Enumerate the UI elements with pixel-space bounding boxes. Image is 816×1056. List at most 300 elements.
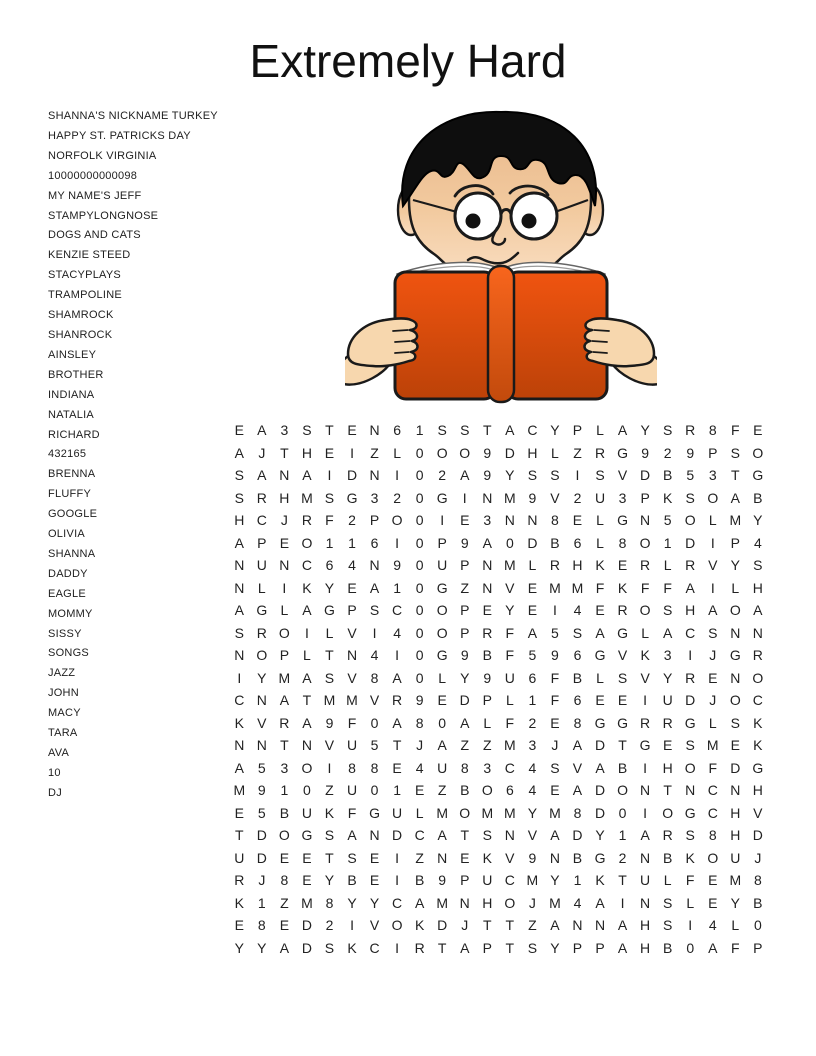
grid-cell: B xyxy=(662,939,673,956)
grid-cell: N xyxy=(234,737,245,754)
word-item: SHAMROCK xyxy=(48,309,114,322)
grid-cell: K xyxy=(662,489,673,506)
grid-cell: 9 xyxy=(325,714,334,731)
grid-cell: M xyxy=(504,804,516,821)
grid-cell: S xyxy=(730,714,740,731)
grid-cell: E xyxy=(617,692,628,709)
grid-cell: 1 xyxy=(393,782,401,799)
left-hand xyxy=(348,319,418,367)
grid-cell: A xyxy=(414,894,425,911)
grid-cell: M xyxy=(301,894,313,911)
grid-cell: C xyxy=(707,804,718,821)
grid-cell: 4 xyxy=(708,917,717,934)
grid-cell: 0 xyxy=(415,669,424,686)
grid-cell: N xyxy=(527,512,538,529)
grid-cell: L xyxy=(663,557,672,574)
grid-cell: E xyxy=(595,602,605,619)
grid-cell: E xyxy=(347,422,357,439)
grid-cell: T xyxy=(325,422,334,439)
grid-cell: I xyxy=(688,647,693,664)
grid-cell: S xyxy=(685,827,695,844)
grid-cell: E xyxy=(572,512,583,529)
grid-cell: P xyxy=(572,939,583,956)
grid-cell: D xyxy=(301,917,312,934)
grid-cell: 6 xyxy=(573,647,582,664)
grid-cell: S xyxy=(550,467,560,484)
word-item: HAPPY ST. PATRICKS DAY xyxy=(48,129,191,142)
grid-cell: 9 xyxy=(460,647,469,664)
grid-cell: J xyxy=(258,872,266,889)
grid-cell: L xyxy=(708,714,717,731)
grid-cell: H xyxy=(685,602,696,619)
grid-cell: R xyxy=(482,624,493,641)
grid-cell: 0 xyxy=(415,602,424,619)
grid-cell: R xyxy=(685,422,696,439)
grid-cell: D xyxy=(594,804,606,821)
grid-cell: V xyxy=(505,849,515,866)
grid-cell: C xyxy=(752,692,763,709)
grid-cell: S xyxy=(234,624,244,641)
grid-cell: L xyxy=(686,894,695,911)
grid-cell: A xyxy=(550,917,560,934)
grid-cell: M xyxy=(549,894,561,911)
grid-cell: 9 xyxy=(415,692,424,709)
grid-cell: E xyxy=(302,872,312,889)
grid-cell: 0 xyxy=(415,512,424,529)
grid-cell: 3 xyxy=(663,647,672,664)
grid-cell: 6 xyxy=(393,422,401,439)
grid-cell: Z xyxy=(483,737,492,754)
grid-cell: P xyxy=(482,939,492,956)
grid-cell: N xyxy=(279,557,290,574)
grid-cell: F xyxy=(505,624,515,641)
grid-cell: B xyxy=(572,669,583,686)
grid-cell: 5 xyxy=(663,512,672,529)
grid-cell: G xyxy=(752,467,764,484)
grid-cell: G xyxy=(346,489,358,506)
grid-cell: L xyxy=(483,714,492,731)
grid-cell: 0 xyxy=(415,444,424,461)
grid-cell: O xyxy=(301,534,313,551)
grid-cell: G xyxy=(617,624,629,641)
grid-cell: A xyxy=(460,714,470,731)
grid-cell: U xyxy=(504,669,515,686)
grid-cell: N xyxy=(369,557,380,574)
grid-cell: N xyxy=(346,647,358,664)
grid-cell: B xyxy=(482,647,492,664)
grid-cell: N xyxy=(482,579,493,596)
grid-cell: V xyxy=(347,669,357,686)
grid-cell: 2 xyxy=(438,467,447,484)
grid-cell: C xyxy=(301,557,312,574)
grid-cell: N xyxy=(234,579,245,596)
grid-cell: E xyxy=(324,444,335,461)
grid-cell: V xyxy=(527,827,538,844)
grid-cell: L xyxy=(438,669,447,686)
grid-cell: E xyxy=(414,782,425,799)
grid-cell: K xyxy=(234,894,244,911)
grid-cell: 6 xyxy=(370,534,379,551)
word-item: STAMPYLONGNOSE xyxy=(48,209,159,222)
right-pupil xyxy=(522,214,537,229)
grid-cell: K xyxy=(595,557,605,574)
grid-cell: H xyxy=(527,444,538,461)
grid-cell: I xyxy=(395,534,400,551)
grid-cell: 0 xyxy=(415,489,424,506)
grid-cell: A xyxy=(234,534,244,551)
grid-cell: S xyxy=(730,444,740,461)
grid-cell: U xyxy=(392,804,403,821)
grid-cell: M xyxy=(706,737,719,754)
grid-cell: H xyxy=(640,917,651,934)
grid-cell: M xyxy=(346,692,358,709)
grid-cell: B xyxy=(550,534,560,551)
left-pupil xyxy=(466,214,481,229)
grid-cell: T xyxy=(618,872,627,889)
grid-cell: G xyxy=(617,714,629,731)
grid-cell: J xyxy=(280,512,288,529)
grid-cell: E xyxy=(730,737,740,754)
grid-cell: T xyxy=(437,939,447,956)
grid-cell: T xyxy=(325,849,334,866)
grid-cell: L xyxy=(596,534,604,551)
word-item: KENZIE STEED xyxy=(48,249,131,262)
grid-cell: F xyxy=(708,759,718,776)
grid-cell: 0 xyxy=(415,467,424,484)
grid-cell: G xyxy=(436,489,448,506)
word-item: DOGS AND CATS xyxy=(48,229,141,242)
grid-cell: A xyxy=(257,467,267,484)
grid-cell: K xyxy=(617,579,628,596)
grid-cell: U xyxy=(730,849,741,866)
word-item: NATALIA xyxy=(48,408,94,421)
grid-cell: A xyxy=(279,939,290,956)
grid-cell: S xyxy=(460,422,470,439)
grid-cell: R xyxy=(414,939,425,956)
grid-cell: F xyxy=(685,872,695,889)
grid-cell: I xyxy=(395,647,400,664)
grid-cell: L xyxy=(415,804,424,821)
grid-cell: F xyxy=(505,647,515,664)
grid-cell: V xyxy=(617,467,628,484)
grid-cell: N xyxy=(256,692,267,709)
grid-cell: M xyxy=(526,872,539,889)
grid-cell: Y xyxy=(505,602,515,619)
grid-cell: I xyxy=(643,692,648,709)
grid-cell: E xyxy=(550,782,560,799)
grid-cell: N xyxy=(301,737,312,754)
grid-cell: L xyxy=(596,422,604,439)
grid-cell: 5 xyxy=(686,467,695,484)
grid-cell: H xyxy=(752,782,763,799)
grid-cell: 5 xyxy=(551,624,559,641)
grid-cell: 5 xyxy=(257,759,266,776)
grid-cell: F xyxy=(550,692,560,709)
grid-cell: V xyxy=(617,647,628,664)
grid-cell: N xyxy=(640,782,651,799)
grid-cell: S xyxy=(234,489,244,506)
word-item: BRENNA xyxy=(48,468,96,481)
grid-cell: S xyxy=(662,917,673,934)
word-item: SHANROCK xyxy=(48,328,113,341)
grid-cell: I xyxy=(552,602,557,619)
grid-cell: C xyxy=(392,602,403,619)
grid-cell: S xyxy=(347,849,357,866)
grid-cell: J xyxy=(709,692,717,709)
grid-cell: Z xyxy=(528,917,537,934)
grid-cell: 8 xyxy=(280,872,289,889)
grid-cell: E xyxy=(708,669,718,686)
grid-cell: H xyxy=(730,827,741,844)
grid-cell: 0 xyxy=(415,557,424,574)
grid-cell: E xyxy=(392,759,402,776)
grid-cell: T xyxy=(483,917,492,934)
grid-cell: 8 xyxy=(257,917,266,934)
grid-cell: E xyxy=(347,579,357,596)
grid-cell: O xyxy=(391,512,403,529)
grid-cell: G xyxy=(256,602,268,619)
grid-cell: V xyxy=(572,759,583,776)
grid-cell: 4 xyxy=(528,759,537,776)
grid-cell: Z xyxy=(325,782,334,799)
grid-cell: U xyxy=(301,804,312,821)
word-item: AINSLEY xyxy=(48,348,97,361)
grid-cell: F xyxy=(663,579,672,596)
grid-cell: 8 xyxy=(415,714,424,731)
grid-cell: L xyxy=(641,624,650,641)
grid-cell: F xyxy=(731,939,740,956)
grid-cell: O xyxy=(707,489,719,506)
grid-cell: U xyxy=(346,737,358,754)
grid-cell: C xyxy=(369,939,380,956)
grid-cell: 3 xyxy=(280,759,289,776)
grid-cell: 3 xyxy=(618,489,627,506)
grid-cell: L xyxy=(505,692,514,709)
grid-cell: H xyxy=(662,759,673,776)
grid-cell: S xyxy=(617,669,628,686)
grid-cell: M xyxy=(481,804,494,821)
word-item: RICHARD xyxy=(48,428,100,441)
grid-cell: F xyxy=(347,804,357,821)
grid-cell: U xyxy=(594,489,606,506)
grid-cell: 4 xyxy=(348,557,356,574)
grid-cell: D xyxy=(459,692,470,709)
grid-cell: I xyxy=(395,467,400,484)
grid-cell: A xyxy=(617,917,628,934)
word-item: MOMMY xyxy=(48,607,93,620)
grid-cell: M xyxy=(549,804,561,821)
grid-cell: 1 xyxy=(618,827,627,844)
grid-cell: 0 xyxy=(415,579,424,596)
grid-cell: P xyxy=(753,939,763,956)
grid-cell: Y xyxy=(527,804,538,821)
grid-cell: U xyxy=(640,872,651,889)
grid-cell: V xyxy=(369,917,380,934)
grid-cell: 8 xyxy=(573,714,582,731)
grid-cell: 0 xyxy=(370,714,379,731)
grid-cell: Y xyxy=(369,894,380,911)
grid-cell: 5 xyxy=(528,647,537,664)
grid-cell: V xyxy=(753,804,763,821)
grid-cell: D xyxy=(256,849,267,866)
grid-cell: G xyxy=(436,647,448,664)
grid-cell: 3 xyxy=(708,467,717,484)
grid-cell: V xyxy=(640,669,650,686)
grid-cell: L xyxy=(596,512,604,529)
grid-cell: Y xyxy=(257,939,267,956)
grid-cell: D xyxy=(752,827,763,844)
grid-cell: V xyxy=(550,489,560,506)
grid-cell: E xyxy=(708,872,718,889)
grid-cell: Y xyxy=(550,939,560,956)
grid-cell: 8 xyxy=(370,759,379,776)
grid-cell: 4 xyxy=(573,894,582,911)
grid-cell: D xyxy=(594,737,606,754)
word-item: SONGS xyxy=(48,647,89,660)
grid-cell: C xyxy=(414,827,425,844)
grid-cell: S xyxy=(324,827,335,844)
grid-cell: N xyxy=(685,782,696,799)
grid-cell: N xyxy=(640,894,651,911)
grid-cell: I xyxy=(440,512,445,529)
grid-cell: A xyxy=(460,939,470,956)
grid-cell: S xyxy=(437,422,447,439)
grid-cell: I xyxy=(327,759,332,776)
grid-cell: U xyxy=(346,782,358,799)
grid-cell: N xyxy=(640,512,651,529)
grid-cell: Y xyxy=(324,579,335,596)
grid-cell: F xyxy=(550,669,560,686)
grid-cell: T xyxy=(618,737,627,754)
grid-cell: 9 xyxy=(460,534,469,551)
grid-cell: R xyxy=(256,489,267,506)
word-item: TRAMPOLINE xyxy=(48,289,123,302)
grid-cell: C xyxy=(527,422,538,439)
grid-cell: 1 xyxy=(348,534,356,551)
grid-cell: S xyxy=(302,422,312,439)
page-title: Extremely Hard xyxy=(249,35,567,87)
grid-cell: 9 xyxy=(257,782,266,799)
grid-cell: H xyxy=(234,512,245,529)
grid-cell: N xyxy=(369,827,380,844)
grid-cell: 6 xyxy=(573,534,582,551)
grid-cell: 4 xyxy=(528,782,537,799)
grid-cell: D xyxy=(301,939,312,956)
word-item: MY NAME'S JEFF xyxy=(48,189,142,202)
grid-cell: P xyxy=(460,557,470,574)
grid-cell: J xyxy=(461,917,469,934)
grid-cell: L xyxy=(596,669,604,686)
grid-cell: B xyxy=(572,849,583,866)
grid-cell: 4 xyxy=(573,602,582,619)
grid-cell: A xyxy=(572,737,583,754)
grid-cell: O xyxy=(301,759,313,776)
grid-cell: Y xyxy=(640,422,650,439)
grid-cell: I xyxy=(372,624,377,641)
grid-cell: A xyxy=(347,827,357,844)
grid-cell: C xyxy=(504,759,515,776)
grid-cell: E xyxy=(234,804,244,821)
grid-cell: S xyxy=(550,759,560,776)
word-list xyxy=(48,107,238,804)
grid-cell: O xyxy=(459,444,471,461)
grid-cell: L xyxy=(393,444,401,461)
grid-cell: R xyxy=(617,602,628,619)
grid-cell: U xyxy=(482,872,493,889)
grid-cell: R xyxy=(301,512,312,529)
grid-cell: R xyxy=(279,714,290,731)
grid-cell: N xyxy=(730,782,741,799)
grid-cell: E xyxy=(279,849,290,866)
grid-cell: 2 xyxy=(663,444,672,461)
grid-cell: O xyxy=(639,602,651,619)
grid-cell: 2 xyxy=(573,489,582,506)
grid-cell: Y xyxy=(550,422,560,439)
grid-cell: O xyxy=(752,444,764,461)
grid-cell: 6 xyxy=(505,782,514,799)
grid-cell: O xyxy=(729,692,741,709)
grid-cell: F xyxy=(640,579,650,596)
grid-cell: Z xyxy=(370,444,379,461)
grid-cell: 8 xyxy=(753,872,762,889)
grid-cell: I xyxy=(710,579,715,596)
word-item: GOOGLE xyxy=(48,508,98,521)
grid-cell: S xyxy=(595,467,605,484)
grid-cell: 0 xyxy=(303,782,311,799)
grid-cell: E xyxy=(460,512,470,529)
grid-cell: I xyxy=(395,872,400,889)
grid-cell: M xyxy=(729,872,742,889)
grid-cell: 9 xyxy=(393,557,401,574)
grid-cell: H xyxy=(482,894,493,911)
grid-cell: N xyxy=(234,647,245,664)
grid-cell: Y xyxy=(550,872,560,889)
grid-cell: S xyxy=(708,624,718,641)
grid-cell: A xyxy=(662,624,673,641)
grid-cell: L xyxy=(303,647,311,664)
grid-cell: I xyxy=(643,804,648,821)
grid-cell: 4 xyxy=(753,534,762,551)
grid-cell: A xyxy=(685,579,695,596)
grid-cell: F xyxy=(347,714,357,731)
grid-cell: B xyxy=(617,759,628,776)
grid-cell: C xyxy=(392,894,403,911)
word-item: NORFOLK VIRGINIA xyxy=(48,149,157,162)
grid-cell: Y xyxy=(347,894,357,911)
grid-cell: O xyxy=(278,827,290,844)
grid-cell: T xyxy=(483,422,492,439)
grid-cell: U xyxy=(256,557,267,574)
grid-cell: S xyxy=(662,894,673,911)
grid-cell: M xyxy=(504,737,516,754)
grid-cell: S xyxy=(324,939,335,956)
grid-cell: P xyxy=(730,534,740,551)
word-item: 432165 xyxy=(48,448,87,461)
letter-grid xyxy=(228,419,769,959)
grid-cell: 5 xyxy=(370,737,379,754)
grid-cell: O xyxy=(752,669,764,686)
grid-cell: 0 xyxy=(415,624,424,641)
grid-cell: L xyxy=(731,579,740,596)
grid-cell: A xyxy=(369,579,380,596)
grid-cell: P xyxy=(460,624,470,641)
grid-cell: N xyxy=(752,624,763,641)
grid-cell: 1 xyxy=(325,534,334,551)
grid-cell: O xyxy=(459,804,471,821)
grid-cell: 2 xyxy=(393,489,401,506)
grid-cell: Z xyxy=(573,444,582,461)
grid-cell: 9 xyxy=(528,489,537,506)
